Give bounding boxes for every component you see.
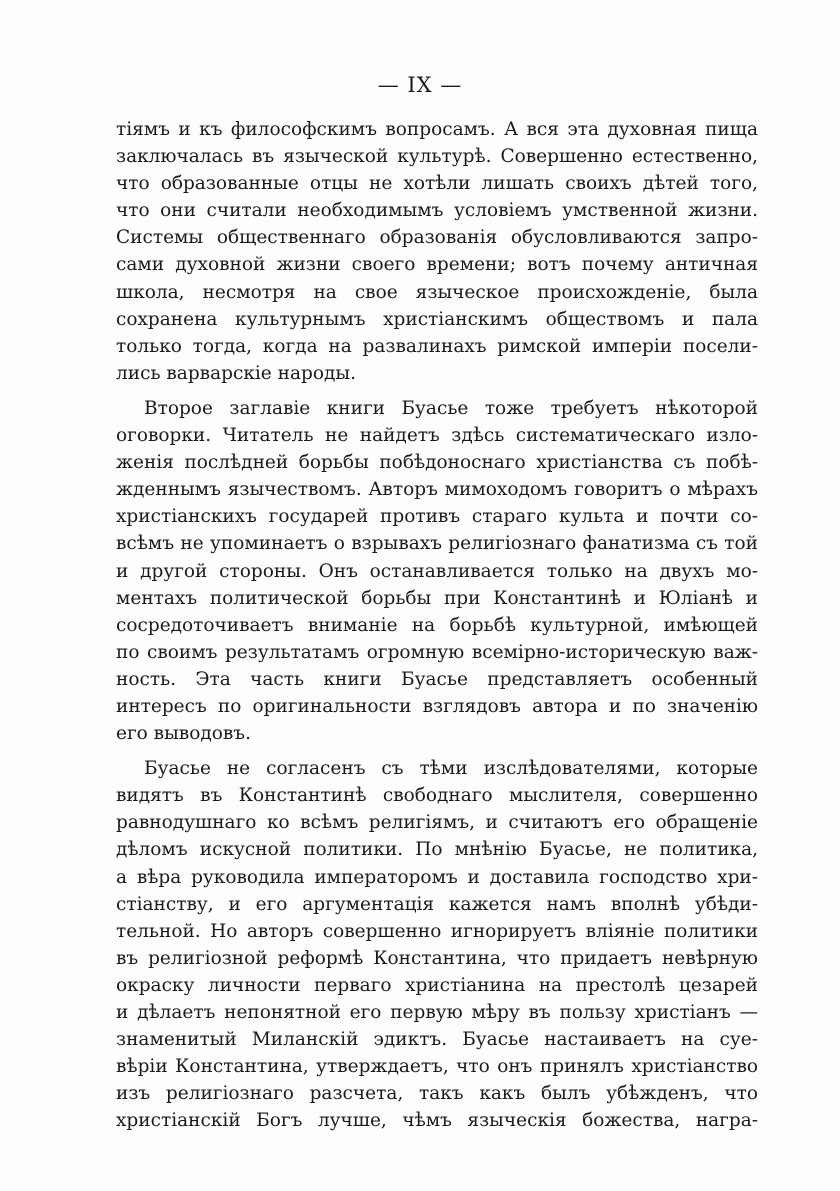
text-line: всѣмъ не упоминаетъ о взрывахъ религіознаго фанатизма съ той (116, 533, 758, 555)
text-line: ментахъ политической борьбы при Константинѣ и Юліанѣ и (116, 587, 758, 609)
text-line: Системы общественнаго образованія обусловливаются запро- (116, 227, 758, 249)
text-line: и дѣлаетъ непонятной его первую мѣру въ пользу христіанъ — (116, 1002, 758, 1023)
text-line: равнодушнаго ко всѣмъ религіямъ, и считаютъ его обращеніе (116, 812, 758, 834)
text-line: Буасье не согласенъ съ тѣми изслѣдователями, которые (144, 758, 758, 780)
text-line: и другой стороны. Онъ останавливается только на двухъ мо- (116, 560, 758, 582)
text-line: лись варварскіе народы. (116, 362, 356, 384)
text-line: вѣріи Константина, утверждаетъ, что онъ принялъ христіанство (116, 1056, 758, 1078)
text-line: сосредоточиваетъ вниманіе на борьбѣ культурной, имѣющей (116, 614, 758, 636)
text-line: христіанскихъ государей противъ стараго культа и почти со- (116, 506, 758, 528)
text-line: тельной. Но авторъ совершенно игнорируетъ вліяніе политики (116, 920, 758, 942)
text-line: по своимъ результатамъ огромную всемірно-историческую важ- (116, 641, 758, 663)
text-line: жденнымъ язычествомъ. Авторъ мимоходомъ говоритъ о мѣрахъ (116, 479, 758, 501)
text-line: христіанскій Богъ лучше, чѣмъ языческія божества, награ- (116, 1110, 758, 1132)
text-line: только тогда, когда на развалинахъ римской имперіи посели- (116, 335, 758, 357)
text-line: что образованные отцы не хотѣли лишать своихъ дѣтей того, (116, 173, 758, 195)
text-line: знаменитый Миланскій эдиктъ. Буасье настаиваетъ на суе- (116, 1029, 758, 1051)
text-line: дѣломъ искусной политики. По мнѣнію Буасье, не политика, (116, 839, 758, 861)
text-line: сами духовной жизни своего времени; вотъ почему античная (116, 254, 758, 276)
text-line: заключалась въ языческой культурѣ. Совершенно естественно, (116, 146, 758, 168)
text-line: стіанству, и его аргументація кажется намъ вполнѣ убѣди- (116, 893, 758, 915)
text-line: его выводовъ. (116, 723, 251, 745)
paragraph-2 (116, 395, 758, 747)
text-line: интересъ по оригинальности взглядовъ автора и по значенію (116, 695, 758, 717)
text-line: оговорки. Читатель не найдетъ здѣсь систематическаго изло- (116, 425, 758, 447)
body-text (116, 116, 758, 1142)
text-line: школа, несмотря на свое языческое происхожденіе, была (116, 281, 758, 303)
text-line: Второе заглавіе книги Буасье тоже требуетъ нѣкоторой (144, 397, 758, 419)
page-number: — IX — (377, 73, 463, 97)
text-line: женія послѣдней борьбы побѣдоноснаго христіанства съ побѣ- (116, 452, 758, 474)
text-line: видятъ въ Константинѣ свободнаго мыслителя, совершенно (116, 785, 758, 807)
text-line: въ религіозной реформѣ Константина, что придаетъ невѣрную (116, 947, 758, 969)
text-line: а вѣра руководила императоромъ и доставила господство хри- (116, 866, 758, 888)
text-line: сохранена культурнымъ христіанскимъ обществомъ и пала (116, 308, 758, 330)
text-line: тіямъ и къ философскимъ вопросамъ. А вся эта духовная пища (116, 119, 758, 140)
paragraph-1 (116, 116, 758, 387)
paragraph-3 (116, 755, 758, 1134)
text-line: ность. Эта часть книги Буасье представляетъ особенный (116, 668, 758, 690)
text-line: окраску личности перваго христіанина на престолѣ цезарей (116, 974, 758, 996)
text-line: что они считали необходимымъ условіемъ умственной жизни. (116, 200, 758, 222)
text-line: изъ религіознаго разсчета, такъ какъ былъ убѣжденъ, что (116, 1083, 758, 1105)
